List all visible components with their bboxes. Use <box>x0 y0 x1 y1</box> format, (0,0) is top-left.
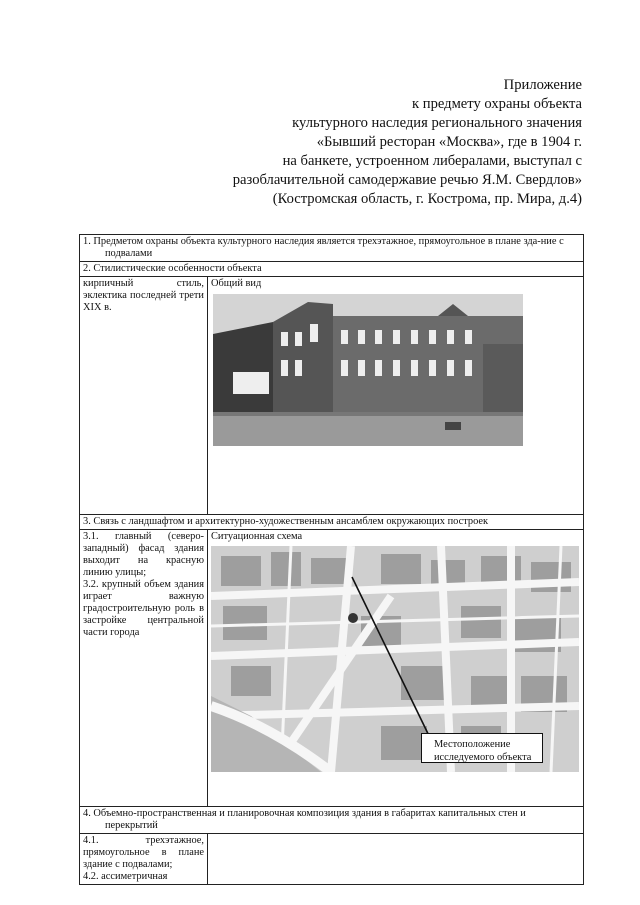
section-2-heading: 2. Стилистические особенности объекта <box>80 262 584 277</box>
section-4-right-cell <box>208 834 584 885</box>
header-line-2: к предмету охраны объекта <box>412 96 582 112</box>
callout-line-2: исследуемого объекта <box>434 752 532 763</box>
building-photo <box>213 294 523 446</box>
protection-subject-table <box>79 234 584 885</box>
section-3-map-cell <box>208 530 584 807</box>
section-4-text: 4. Объемно-пространственная и планировочная композиция здания в габаритах капитальных стен и перекрытий <box>83 808 526 831</box>
section-3-item-1: 3.1. главный (северо-западный) фасад здания выходит на красную линию улицы; <box>83 531 204 578</box>
situation-scheme-label: Ситуационная схема <box>211 531 303 542</box>
header-line-4: «Бывший ресторан «Москва», где в 1904 г. <box>316 134 582 150</box>
header-line-6: разоблачительной самодержавие речью Я.М. Свердлов» <box>232 172 582 188</box>
section-3-heading: 3. Связь с ландшафтом и архитектурно-художественным ансамблем окружающих построек <box>80 515 584 530</box>
section-1-cell <box>80 235 584 262</box>
section-2-style-text: кирпичный стиль, эклектика последней трети XIX в. <box>80 277 208 515</box>
callout-line-1: Местоположение <box>434 739 511 750</box>
header-line-7: (Костромская область, г. Кострома, пр. Мира, д.4) <box>272 191 582 207</box>
header-line-3: культурного наследия регионального значения <box>292 115 582 131</box>
general-view-label: Общий вид <box>211 278 262 289</box>
header-line-5: на банкете, устроенном либералами, выступал с <box>282 153 582 169</box>
section-3-item-2: 3.2. крупный объем здания играет важную градостроительную роль в застройке центральной части города <box>83 579 204 638</box>
section-3-left-cell <box>80 530 208 807</box>
section-4-left-cell <box>80 834 208 885</box>
header-line-1: Приложение <box>503 77 582 93</box>
section-4-item-1: 4.1. трехэтажное, прямоугольное в плане здание с подвалами; <box>83 835 204 870</box>
section-4-cell <box>80 807 584 834</box>
section-2-photo-cell <box>208 277 584 515</box>
object-location-callout <box>421 733 543 763</box>
section-1-text: 1. Предметом охраны объекта культурного наследия является трехэтажное, прямоугольное в плане зда-ние с подвалами <box>83 236 564 259</box>
section-4-item-2: 4.2. ассиметричная <box>83 871 168 882</box>
appendix-header <box>233 76 582 209</box>
